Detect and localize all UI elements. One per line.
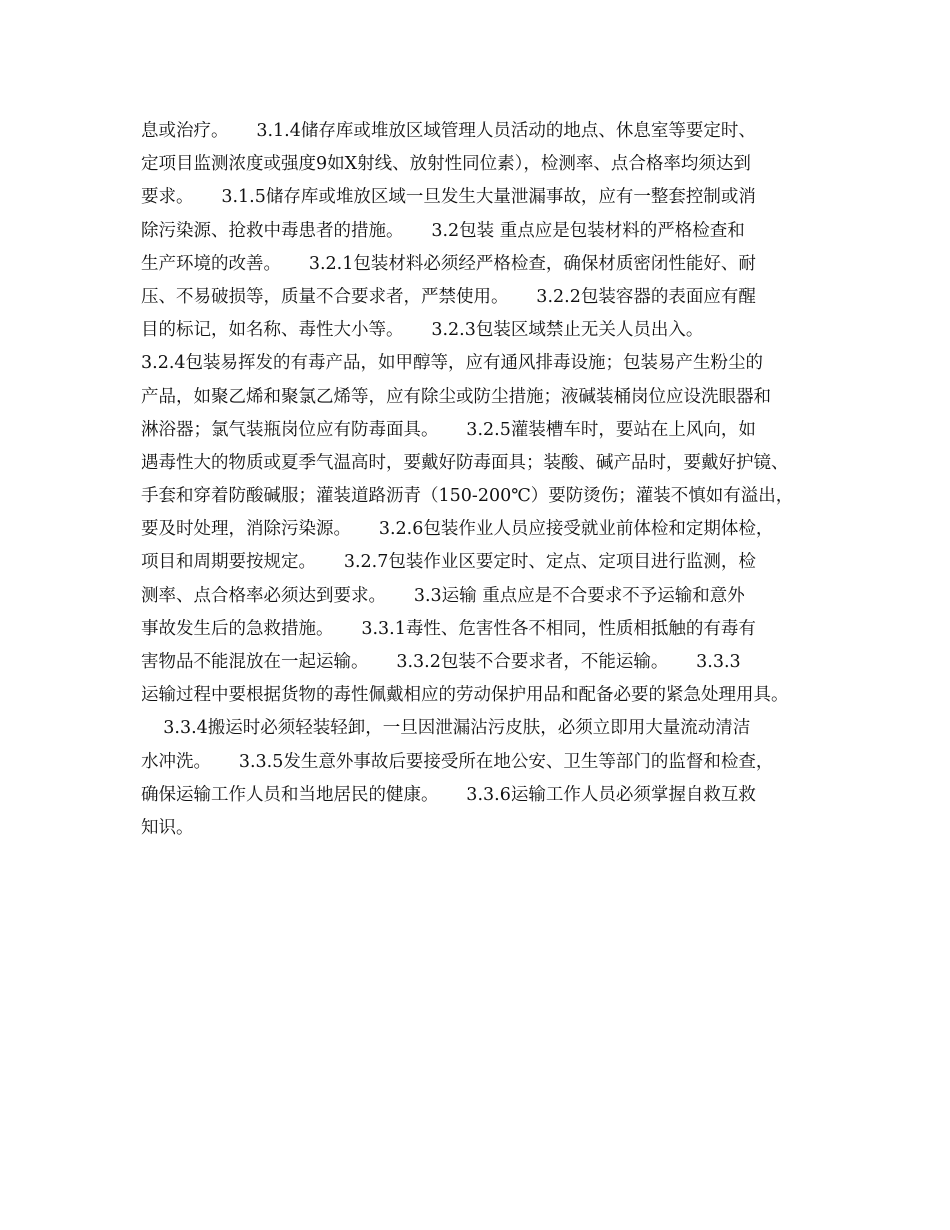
text-line: 定项目监测浓度或强度9如X射线、放射性同位素），检测率、点合格率均须达到 bbox=[141, 154, 751, 175]
text-line: 除污染源、抢救中毒患者的措施。 3.2包装 重点应是包装材料的严格检查和 bbox=[141, 220, 745, 241]
text-line: 目的标记，如名称、毒性大小等。 3.2.3包装区域禁止无关人员出入。 bbox=[141, 320, 704, 341]
text-line: 息或治疗。 3.1.4储存库或堆放区域管理人员活动的地点、休息室等要定时、 bbox=[141, 121, 756, 141]
text-line: 3.3.4搬运时必须轻装轻卸，一旦因泄漏沾污皮肤，必须立即用大量流动清洁 bbox=[141, 718, 751, 739]
text-line: 淋浴器；氯气装瓶岗位应有防毒面具。 3.2.5灌装槽车时，要站在上风向，如 bbox=[141, 419, 756, 440]
text-line: 要求。 3.1.5储存库或堆放区域一旦发生大量泄漏事故，应有一整套控制或消 bbox=[141, 187, 756, 208]
text-line: 项目和周期要按规定。 3.2.7包装作业区要定时、定点、定项目进行监测，检 bbox=[141, 552, 756, 573]
text-line: 压、不易破损等，质量不合要求者，严禁使用。 3.2.2包装容器的表面应有醒 bbox=[141, 286, 756, 307]
text-line: 确保运输工作人员和当地居民的健康。 3.3.6运输工作人员必须掌握自救互救 bbox=[141, 784, 756, 805]
text-line: 知识。 bbox=[141, 817, 194, 838]
text-line: 运输过程中要根据货物的毒性佩戴相应的劳动保护用品和配备必要的紧急处理用具。 bbox=[141, 685, 789, 706]
text-line: 3.2.4包装易挥发的有毒产品，如甲醇等，应有通风排毒设施；包装易产生粉尘的 bbox=[141, 353, 764, 374]
text-line: 遇毒性大的物质或夏季气温高时，要戴好防毒面具；装酸、碱产品时，要戴好护镜、 bbox=[141, 452, 789, 473]
text-line: 生产环境的改善。 3.2.1包装材料必须经严格检查，确保材质密闭性能好、耐 bbox=[141, 253, 756, 274]
text-line: 测率、点合格率必须达到要求。 3.3运输 重点应是不合要求不予运输和意外 bbox=[141, 585, 745, 606]
text-line: 事故发生后的急救措施。 3.3.1毒性、危害性各不相同，性质相抵触的有毒有 bbox=[141, 618, 756, 639]
text-line: 害物品不能混放在一起运输。 3.3.2包装不合要求者，不能运输。 3.3.3 bbox=[141, 652, 741, 672]
text-line: 产品，如聚乙烯和聚氯乙烯等，应有除尘或防尘措施；液碱装桶岗位应设洗眼器和 bbox=[141, 386, 771, 407]
text-line: 水冲洗。 3.3.5发生意外事故后要接受所在地公安、卫生等部门的监督和检查， bbox=[141, 751, 774, 772]
document-body-text bbox=[141, 115, 831, 845]
text-line: 要及时处理，消除污染源。 3.2.6包装作业人员应接受就业前体检和定期体检， bbox=[141, 519, 774, 540]
text-line: 手套和穿着防酸碱服；灌装道路沥青（150-200℃）要防烫伤；灌装不慎如有溢出， bbox=[141, 486, 794, 507]
